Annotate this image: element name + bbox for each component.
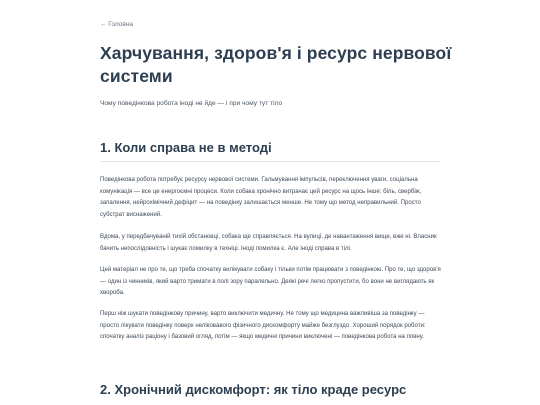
section-divider (100, 161, 440, 162)
section-1-paragraph-3: Цей матеріал не про те, що треба спочатку вилікувати собаку і тільки потім працювати з поведінкою. Про те, що здоров'я — один із чинників, який варто тримати в полі зору паралельно. Деякі речі легко пропустити, бо вони не виглядають як хвороба. (100, 267, 441, 297)
section-heading-2: 2. Хронічний дискомфорт: як тіло краде ресурс (100, 382, 407, 397)
section-1-paragraph-4: Перш ніж шукати поведінкову причину, варто виключити медичну. Не тому що медицина важливіша за поведінку — просто лікувати поведінку поверх неліковавого фізичного дискомфорту майже безглуздо. Хороший порядок роботи: спочатку аналіз раціону і базовий огляд, потім — якщо медичні причини виключені — поведінкова робота на повну. (100, 311, 426, 341)
section-1-paragraph-2: Вдома, у передбачуваній тихій обстановці, собака ще справляється. На вулиці, де навантаження вище, вже ні. Власник бачить непослідовність і шукає помилку в техніці. Іноді помилка є. Але іноді справа в тілі. (100, 234, 437, 252)
page-subtitle: Чому поведінкова робота іноді не йде — і при чому тут тіло (100, 100, 283, 107)
page-title: Харчування, здоров'я і ресурс нервової системи (100, 43, 452, 86)
section-heading-1: 1. Коли справа не в методі (100, 140, 272, 155)
back-home-link[interactable]: ← Головна (100, 21, 134, 28)
section-1-paragraph-1: Поведінкова робота потребує ресурсу нервової системи. Гальмування імпульсів, переключення уваги, соціальна комунікація — все це енергоємні процеси. Коли собака хронічно витрачає цей ресурс на щось інше: біль, свербіж, запалення, нейрохімічний дефіцит — на поведінку залишається менше. Не тому що метод неправильний. Просто субстрат виснажений. (100, 177, 422, 218)
